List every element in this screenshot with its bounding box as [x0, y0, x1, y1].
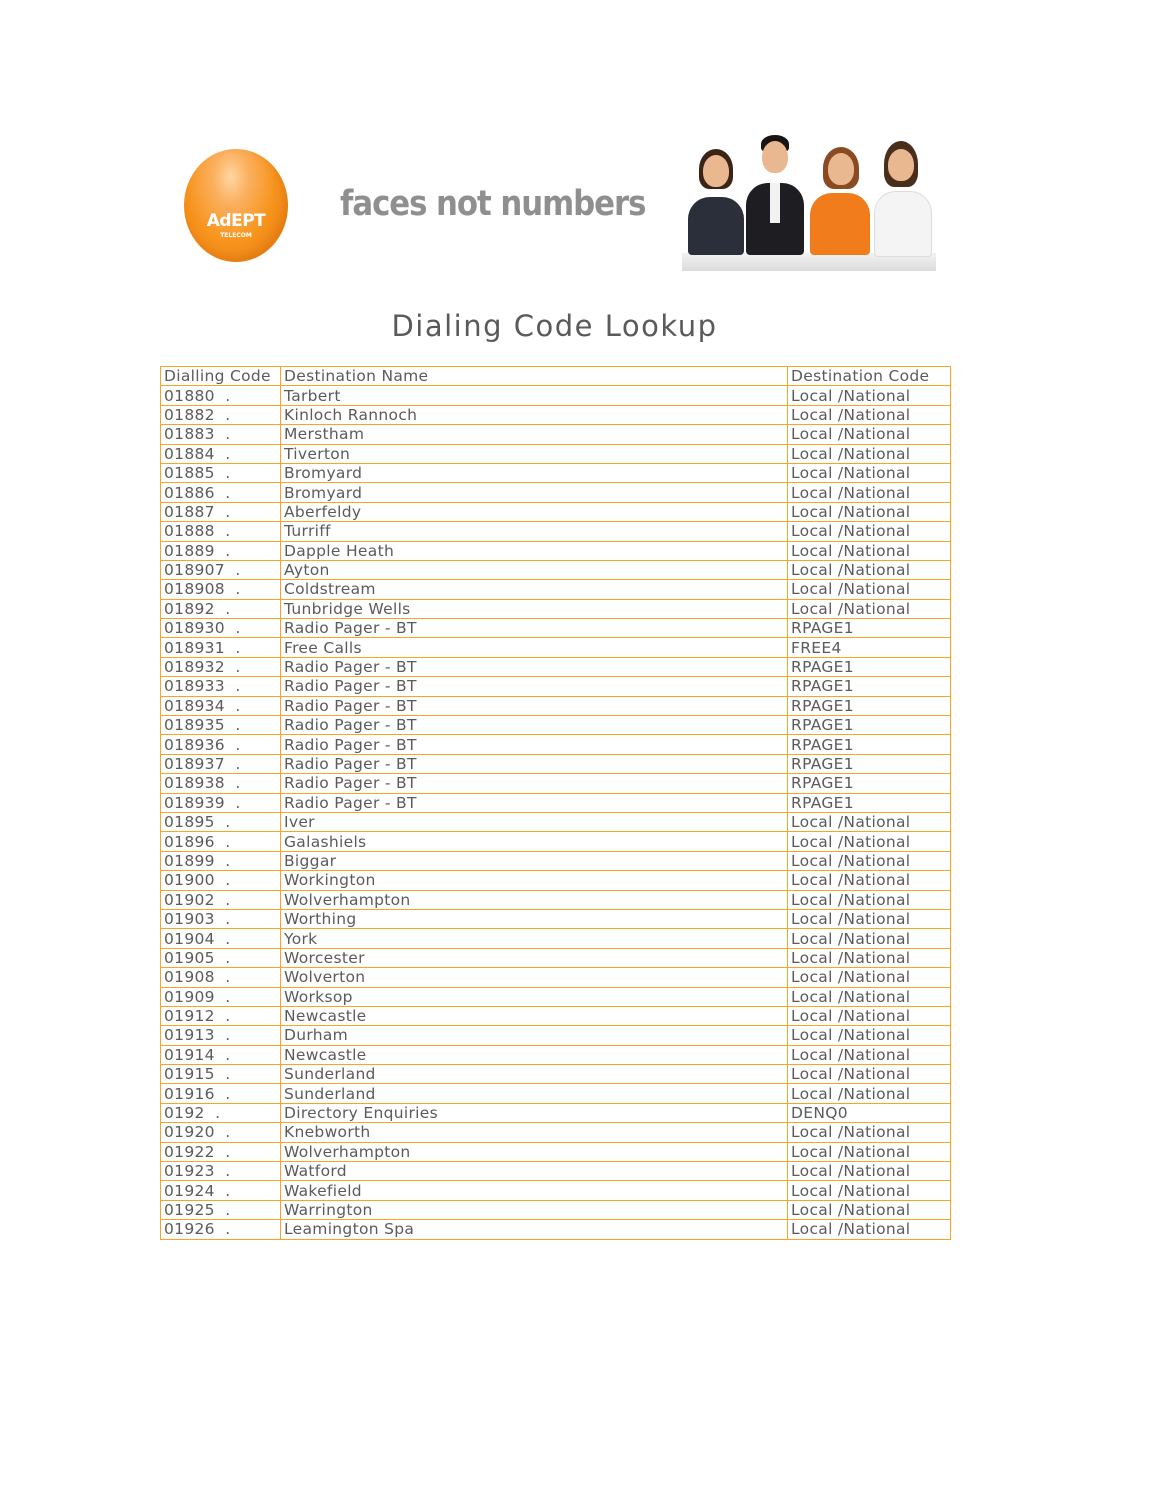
- dialling-code-cell: 01902 .: [161, 890, 281, 909]
- adept-telecom-logo: [184, 149, 288, 262]
- dialling-code-cell: 01912 .: [161, 1006, 281, 1025]
- destination-code-cell: RPAGE1: [788, 619, 951, 638]
- table-row: [161, 386, 951, 405]
- destination-name-cell: York: [281, 929, 788, 948]
- dialling-code-cell: 01887 .: [161, 502, 281, 521]
- logo-text: AdEPT: [206, 211, 266, 231]
- destination-name-cell: Directory Enquiries: [281, 1103, 788, 1122]
- destination-code-cell: Local /National: [788, 502, 951, 521]
- dialling-code-cell: 01885 .: [161, 463, 281, 482]
- destination-code-cell: Local /National: [788, 812, 951, 831]
- dialling-code-cell: 018933 .: [161, 677, 281, 696]
- dialling-code-cell: 01925 .: [161, 1200, 281, 1219]
- destination-name-cell: Durham: [281, 1026, 788, 1045]
- destination-name-cell: Radio Pager - BT: [281, 793, 788, 812]
- destination-name-cell: Bromyard: [281, 463, 788, 482]
- dialling-code-cell: 018937 .: [161, 754, 281, 773]
- table-row: [161, 405, 951, 424]
- table-row: [161, 1084, 951, 1103]
- table-row: [161, 948, 951, 967]
- table-row: [161, 560, 951, 579]
- dialling-code-cell: 01899 .: [161, 851, 281, 870]
- destination-name-cell: Dapple Heath: [281, 541, 788, 560]
- dialling-code-cell: 01886 .: [161, 483, 281, 502]
- table-row: [161, 909, 951, 928]
- destination-name-cell: Workington: [281, 871, 788, 890]
- dialling-code-cell: 018930 .: [161, 619, 281, 638]
- table-row: [161, 851, 951, 870]
- dialling-code-cell: 01920 .: [161, 1123, 281, 1142]
- destination-code-cell: Local /National: [788, 425, 951, 444]
- table-row: [161, 444, 951, 463]
- dialing-code-table: [160, 366, 951, 1240]
- dialling-code-cell: 01924 .: [161, 1181, 281, 1200]
- destination-code-cell: Local /National: [788, 522, 951, 541]
- destination-name-cell: Warrington: [281, 1200, 788, 1219]
- destination-code-cell: Local /National: [788, 871, 951, 890]
- table-row: [161, 522, 951, 541]
- destination-name-cell: Biggar: [281, 851, 788, 870]
- table-row: [161, 696, 951, 715]
- destination-name-cell: Tiverton: [281, 444, 788, 463]
- destination-name-cell: Worthing: [281, 909, 788, 928]
- destination-code-cell: FREE4: [788, 638, 951, 657]
- dialling-code-cell: 018935 .: [161, 716, 281, 735]
- destination-name-cell: Tunbridge Wells: [281, 599, 788, 618]
- table-row: [161, 871, 951, 890]
- table-row: [161, 890, 951, 909]
- destination-code-cell: RPAGE1: [788, 735, 951, 754]
- destination-code-cell: Local /National: [788, 483, 951, 502]
- destination-code-cell: Local /National: [788, 890, 951, 909]
- dialling-code-cell: 01908 .: [161, 968, 281, 987]
- destination-code-cell: Local /National: [788, 599, 951, 618]
- destination-name-cell: Newcastle: [281, 1006, 788, 1025]
- table-row: [161, 502, 951, 521]
- destination-code-cell: RPAGE1: [788, 696, 951, 715]
- destination-name-cell: Radio Pager - BT: [281, 677, 788, 696]
- table-row: [161, 677, 951, 696]
- destination-code-cell: RPAGE1: [788, 793, 951, 812]
- dialling-code-cell: 018931 .: [161, 638, 281, 657]
- destination-name-cell: Kinloch Rannoch: [281, 405, 788, 424]
- column-header-destination-name: Destination Name: [281, 367, 788, 386]
- destination-code-cell: Local /National: [788, 1181, 951, 1200]
- column-header-dialling-code: Dialling Code: [161, 367, 281, 386]
- table-row: [161, 1006, 951, 1025]
- destination-name-cell: Aberfeldy: [281, 502, 788, 521]
- dialling-code-cell: 01900 .: [161, 871, 281, 890]
- destination-code-cell: Local /National: [788, 1026, 951, 1045]
- destination-code-cell: Local /National: [788, 1162, 951, 1181]
- dialling-code-cell: 01883 .: [161, 425, 281, 444]
- destination-code-cell: Local /National: [788, 851, 951, 870]
- destination-name-cell: Wolverhampton: [281, 890, 788, 909]
- dialling-code-cell: 01888 .: [161, 522, 281, 541]
- table-header-row: [161, 367, 951, 386]
- destination-code-cell: Local /National: [788, 1142, 951, 1161]
- dialling-code-cell: 01914 .: [161, 1045, 281, 1064]
- destination-code-cell: Local /National: [788, 580, 951, 599]
- destination-code-cell: Local /National: [788, 405, 951, 424]
- destination-code-cell: Local /National: [788, 541, 951, 560]
- destination-code-cell: Local /National: [788, 832, 951, 851]
- destination-name-cell: Newcastle: [281, 1045, 788, 1064]
- destination-name-cell: Free Calls: [281, 638, 788, 657]
- table-row: [161, 580, 951, 599]
- dialling-code-cell: 0192 .: [161, 1103, 281, 1122]
- table-row: [161, 1220, 951, 1239]
- destination-code-cell: Local /National: [788, 929, 951, 948]
- destination-name-cell: Bromyard: [281, 483, 788, 502]
- table-row: [161, 1026, 951, 1045]
- table-row: [161, 1123, 951, 1142]
- table-row: [161, 1103, 951, 1122]
- photo-person-3: [808, 143, 872, 255]
- column-header-destination-code: Destination Code: [788, 367, 951, 386]
- destination-code-cell: RPAGE1: [788, 716, 951, 735]
- destination-code-cell: Local /National: [788, 968, 951, 987]
- destination-name-cell: Coldstream: [281, 580, 788, 599]
- table-row: [161, 774, 951, 793]
- table-row: [161, 1162, 951, 1181]
- dialling-code-cell: 01880 .: [161, 386, 281, 405]
- destination-code-cell: Local /National: [788, 1220, 951, 1239]
- table-row: [161, 463, 951, 482]
- dialling-code-cell: 01922 .: [161, 1142, 281, 1161]
- dialling-code-cell: 01889 .: [161, 541, 281, 560]
- table-row: [161, 483, 951, 502]
- table-row: [161, 832, 951, 851]
- destination-code-cell: Local /National: [788, 1006, 951, 1025]
- destination-code-cell: Local /National: [788, 1045, 951, 1064]
- destination-name-cell: Leamington Spa: [281, 1220, 788, 1239]
- table-row: [161, 1045, 951, 1064]
- dialling-code-cell: 018932 .: [161, 657, 281, 676]
- destination-name-cell: Ayton: [281, 560, 788, 579]
- destination-name-cell: Iver: [281, 812, 788, 831]
- table-row: [161, 657, 951, 676]
- destination-code-cell: Local /National: [788, 987, 951, 1006]
- dialling-code-cell: 01884 .: [161, 444, 281, 463]
- destination-code-cell: RPAGE1: [788, 774, 951, 793]
- dialling-code-cell: 01882 .: [161, 405, 281, 424]
- table-row: [161, 987, 951, 1006]
- dialling-code-cell: 01905 .: [161, 948, 281, 967]
- table-row: [161, 541, 951, 560]
- table-row: [161, 735, 951, 754]
- dialling-code-cell: 018939 .: [161, 793, 281, 812]
- destination-name-cell: Watford: [281, 1162, 788, 1181]
- destination-code-cell: RPAGE1: [788, 754, 951, 773]
- destination-name-cell: Turriff: [281, 522, 788, 541]
- dialling-code-cell: 018907 .: [161, 560, 281, 579]
- dialling-code-cell: 01896 .: [161, 832, 281, 851]
- table-row: [161, 1181, 951, 1200]
- table-row: [161, 425, 951, 444]
- destination-code-cell: Local /National: [788, 463, 951, 482]
- destination-code-cell: Local /National: [788, 948, 951, 967]
- table-body: [161, 386, 951, 1239]
- destination-name-cell: Radio Pager - BT: [281, 716, 788, 735]
- dialling-code-cell: 018908 .: [161, 580, 281, 599]
- destination-name-cell: Galashiels: [281, 832, 788, 851]
- destination-code-cell: DENQ0: [788, 1103, 951, 1122]
- destination-code-cell: RPAGE1: [788, 657, 951, 676]
- destination-code-cell: Local /National: [788, 909, 951, 928]
- table-row: [161, 812, 951, 831]
- destination-code-cell: RPAGE1: [788, 677, 951, 696]
- dialling-code-cell: 01916 .: [161, 1084, 281, 1103]
- logo-subtext: TELECOM: [220, 232, 252, 239]
- destination-name-cell: Radio Pager - BT: [281, 735, 788, 754]
- team-photo: [682, 143, 936, 271]
- dialling-code-cell: 01903 .: [161, 909, 281, 928]
- destination-name-cell: Worksop: [281, 987, 788, 1006]
- photo-person-1: [686, 145, 746, 255]
- dialling-code-cell: 018938 .: [161, 774, 281, 793]
- dialling-code-cell: 01909 .: [161, 987, 281, 1006]
- dialling-code-cell: 01895 .: [161, 812, 281, 831]
- table-row: [161, 929, 951, 948]
- destination-name-cell: Knebworth: [281, 1123, 788, 1142]
- tagline: faces not numbers: [340, 184, 646, 224]
- page-title: Dialing Code Lookup: [391, 309, 718, 343]
- destination-name-cell: Tarbert: [281, 386, 788, 405]
- table-row: [161, 1200, 951, 1219]
- table-row: [161, 793, 951, 812]
- destination-name-cell: Radio Pager - BT: [281, 696, 788, 715]
- destination-code-cell: Local /National: [788, 1123, 951, 1142]
- destination-name-cell: Worcester: [281, 948, 788, 967]
- destination-name-cell: Merstham: [281, 425, 788, 444]
- destination-name-cell: Sunderland: [281, 1065, 788, 1084]
- destination-code-cell: Local /National: [788, 560, 951, 579]
- destination-name-cell: Radio Pager - BT: [281, 657, 788, 676]
- destination-name-cell: Sunderland: [281, 1084, 788, 1103]
- dialling-code-cell: 01915 .: [161, 1065, 281, 1084]
- table-row: [161, 1065, 951, 1084]
- table-row: [161, 619, 951, 638]
- dialling-code-cell: 01904 .: [161, 929, 281, 948]
- table-row: [161, 1142, 951, 1161]
- destination-name-cell: Wakefield: [281, 1181, 788, 1200]
- destination-name-cell: Wolverhampton: [281, 1142, 788, 1161]
- destination-name-cell: Radio Pager - BT: [281, 754, 788, 773]
- table-row: [161, 968, 951, 987]
- destination-name-cell: Radio Pager - BT: [281, 619, 788, 638]
- dialling-code-cell: 01913 .: [161, 1026, 281, 1045]
- destination-name-cell: Radio Pager - BT: [281, 774, 788, 793]
- table-row: [161, 638, 951, 657]
- dialling-code-cell: 01926 .: [161, 1220, 281, 1239]
- table-row: [161, 754, 951, 773]
- dialling-code-cell: 01892 .: [161, 599, 281, 618]
- dialling-code-cell: 018936 .: [161, 735, 281, 754]
- destination-code-cell: Local /National: [788, 1084, 951, 1103]
- destination-code-cell: Local /National: [788, 444, 951, 463]
- table-row: [161, 716, 951, 735]
- destination-code-cell: Local /National: [788, 1200, 951, 1219]
- table-row: [161, 599, 951, 618]
- photo-person-2: [744, 133, 806, 255]
- dialling-code-cell: 018934 .: [161, 696, 281, 715]
- photo-person-4: [872, 139, 932, 255]
- destination-code-cell: Local /National: [788, 1065, 951, 1084]
- dialling-code-cell: 01923 .: [161, 1162, 281, 1181]
- destination-name-cell: Wolverton: [281, 968, 788, 987]
- destination-code-cell: Local /National: [788, 386, 951, 405]
